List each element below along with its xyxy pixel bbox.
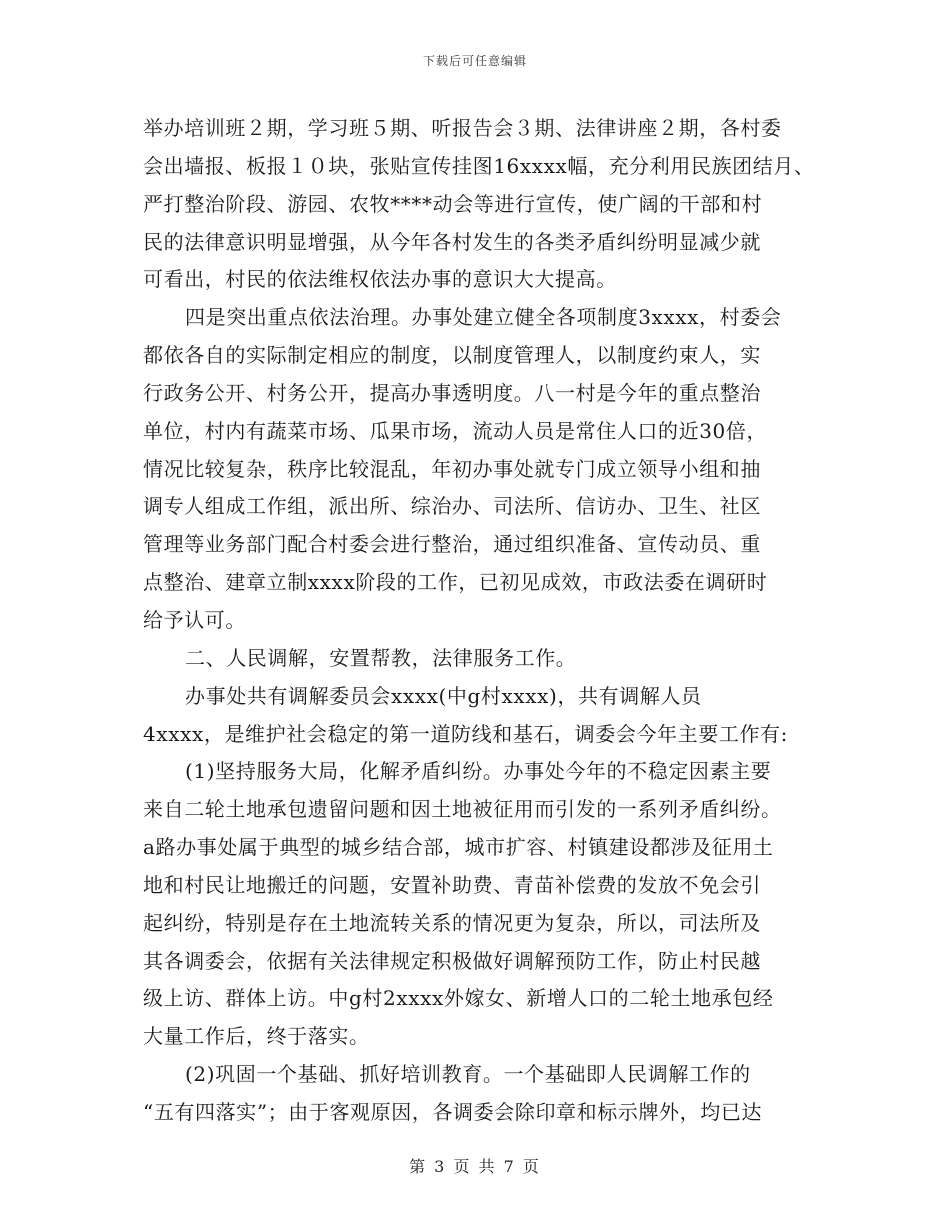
text-line: 四是突出重点依法治理。办事处建立健全各项制度3xxxx，村委会 [185,305,782,330]
text-line: 严打整治阶段、游园、农牧****动会等进行宣传，使广阔的干部和村 [143,191,763,216]
text-line: 4xxxx，是维护社会稳定的第一道防线和基石，调委会今年主要工作有: [143,721,788,746]
text-line: 起纠纷，特别是存在土地流转关系的情况更为复杂，所以，司法所及 [143,910,761,935]
text-line: a路办事处属于典型的城乡结合部，城市扩容、村镇建设都涉及征用土 [143,835,774,860]
body-text [143,110,843,1132]
text-line: 民的法律意识明显增强，从今年各村发生的各类矛盾纠纷明显减少就 [143,229,761,254]
text-line: (1)坚持服务大局，化解矛盾纠纷。办事处今年的不稳定因素主要 [185,759,772,784]
text-line: 二、人民调解，安置帮教，法律服务工作。 [185,645,577,670]
page-footer: 第 3 页 共 7 页 [409,1157,541,1176]
text-line: 级上访、群体上访。中g村2xxxx外嫁女、新增人口的二轮土地承包经 [143,986,774,1011]
text-line: 会出墙报、板报１０块，张贴宣传挂图16xxxx幅，充分利用民族团结月、 [143,153,815,178]
text-line: 都依各自的实际制定相应的制度，以制度管理人，以制度约束人，实 [143,343,761,368]
text-line: 管理等业务部门配合村委会进行整治，通过组织准备、宣传动员、重 [143,532,761,557]
text-line: 其各调委会，依据有关法律规定积极做好调解预防工作，防止村民越 [143,948,761,973]
text-line: 点整治、建章立制xxxx阶段的工作，已初见成效，市政法委在调研时 [143,570,768,595]
text-line: 调专人组成工作组，派出所、综治办、司法所、信访办、卫生、社区 [143,494,761,519]
text-line: 行政务公开、村务公开，提高办事透明度。八一村是今年的重点整治 [143,380,761,405]
text-line: 办事处共有调解委员会xxxx(中g村xxxx)，共有调解人员 [185,683,702,708]
text-line: “五有四落实”；由于客观原因，各调委会除印章和标示牌外，均已达 [143,1099,763,1124]
text-line: 可看出，村民的依法维权依法办事的意识大大提高。 [143,267,617,292]
page-header: 下载后可任意编辑 [422,54,527,68]
text-line: 单位，村内有蔬菜市场、瓜果市场，流动人员是常住人口的近30倍， [143,418,768,443]
text-line: 来自二轮土地承包遗留问题和因土地被征用而引发的一系列矛盾纠纷。 [143,797,782,822]
text-line: 给予认可。 [143,607,246,632]
text-line: 地和村民让地搬迁的问题，安置补助费、青苗补偿费的发放不免会引 [143,872,761,897]
text-line: (2)巩固一个基础、抓好培训教育。一个基础即人民调解工作的 [185,1062,751,1087]
text-line: 情况比较复杂，秩序比较混乱，年初办事处就专门成立领导小组和抽 [143,456,761,481]
text-line: 大量工作后，终于落实。 [143,1024,370,1049]
text-line: 举办培训班２期，学习班５期、听报告会３期、法律讲座２期，各村委 [143,116,782,140]
